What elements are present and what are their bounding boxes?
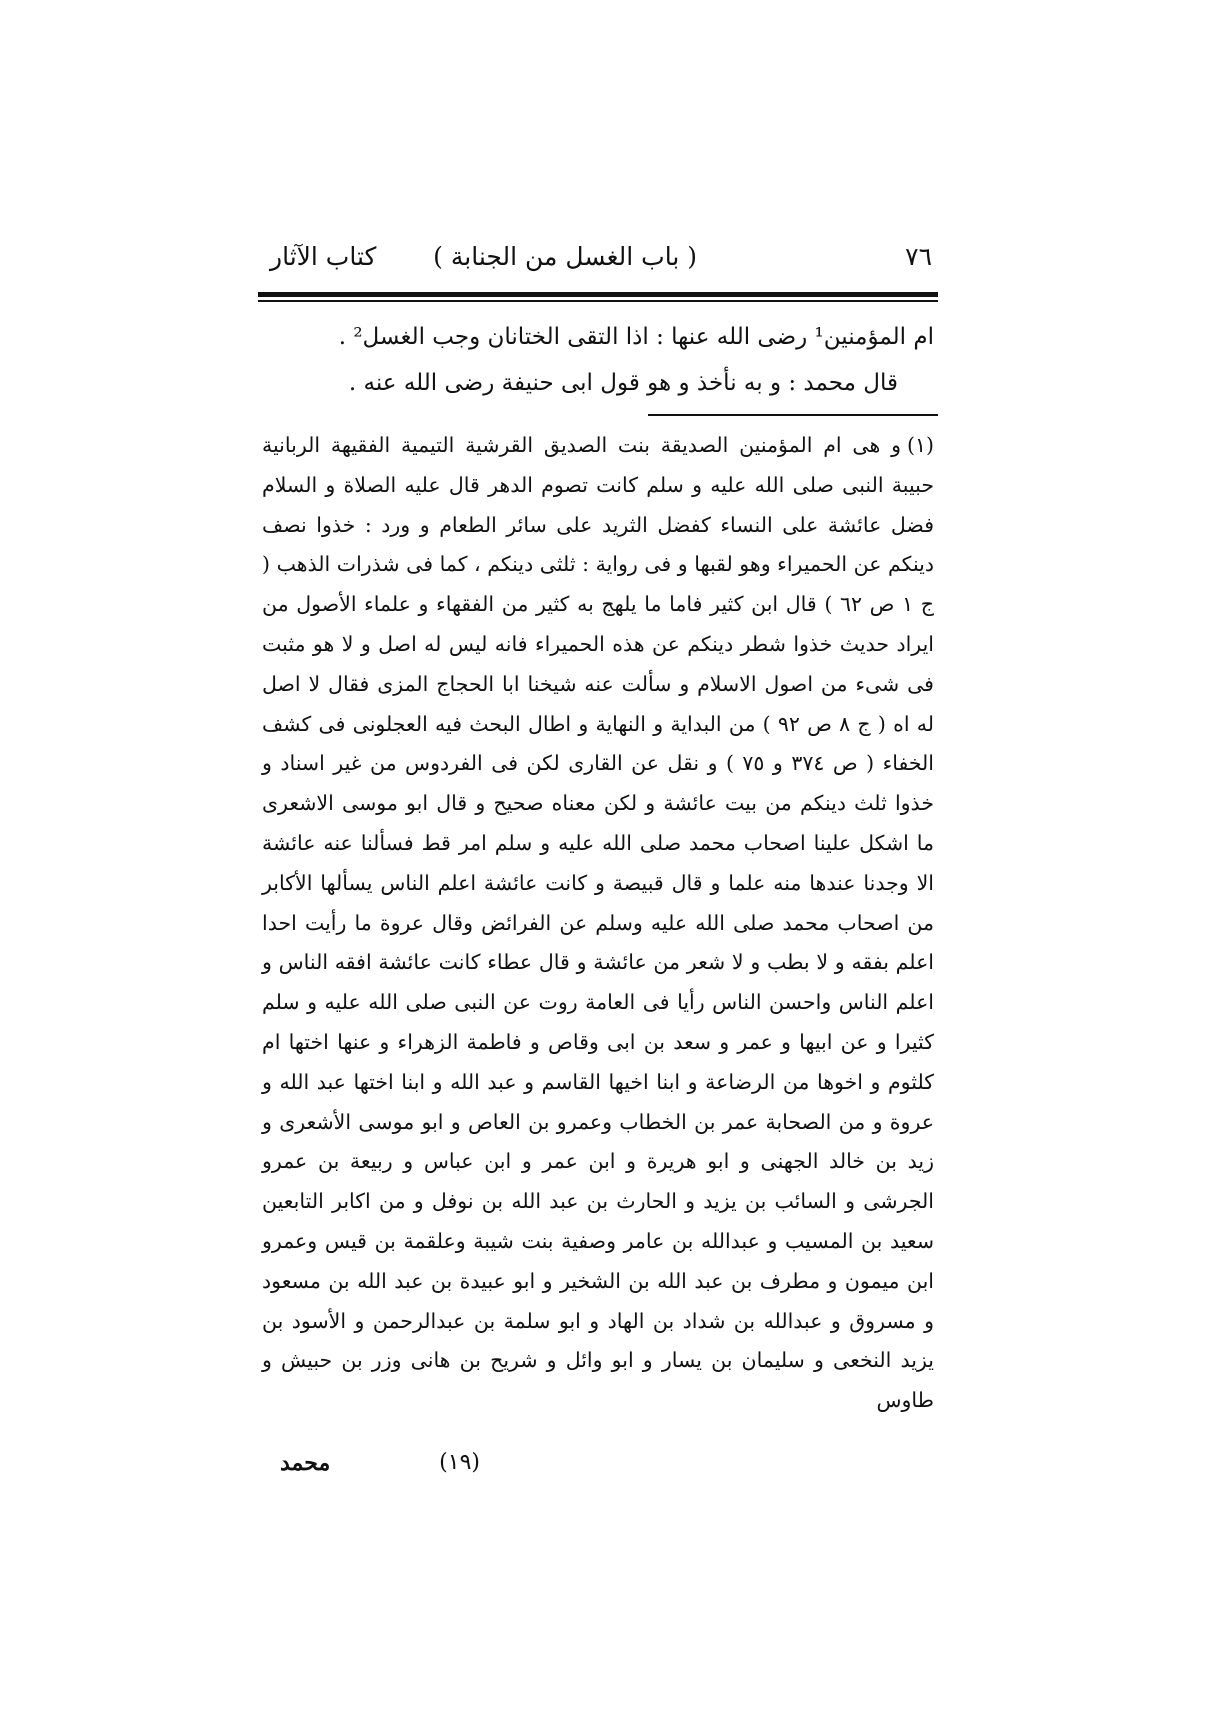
- signature-number: (١٩): [439, 1450, 480, 1475]
- footnote: [262, 426, 934, 1421]
- page-header: [270, 238, 932, 284]
- page-number: ٧٦: [905, 242, 932, 271]
- main-text-line: قال محمد : و به نأخذ و هو قول ابی حنیفة رضی الله عنه .: [348, 370, 898, 396]
- book-title: كتاب الآثار: [270, 242, 377, 271]
- header-rule-thin: [258, 300, 938, 302]
- header-rule-thick: [258, 292, 938, 297]
- signature-name: محمد: [280, 1450, 331, 1476]
- page-footer: [280, 1446, 480, 1486]
- chapter-title: ( باب الغسل من الجنابة ): [433, 242, 697, 271]
- footnote-paragraph: [262, 426, 934, 1421]
- footnote-text: و هی ام المؤمنین الصدیقة بنت الصدیق القرشیة التیمیة الفقیهة الربانیة حبیبة النبی صلى الله علیه و سلم کانت تصوم الدهر قال علیه الصلاة و السلام فضل عائشة على النساء کفضل الثرید على سائر الطعام و ورد : خذوا نصف دینکم عن الحمیراء وهو لقبها و فی روایة : ثلثی دینکم ، کما فی شذرات الذهب ( ج ١ ص ٦٢ ) قال ابن کثیر فاما ما یلهج به کثیر من الفقهاء و علماء الأصول من ایراد حدیث خذوا شطر دینکم عن هذه الحمیراء فانه لیس له اصل و لا هو مثبت فی شیء من اصول الاسلام و سألت عنه شیخنا ابا الحجاج المزی فقال لا اصل له اه ( ج ٨ ص ٩٢ ) من البدایة و النهایة و اطال البحث فیه العجلونی فی کشف الخفاء ( ص ٣٧٤ و ٧٥ ) و نقل عن القاری لکن فی الفردوس من غیر اسناد و خذوا ثلث دینکم من بیت عائشة و لکن معناه صحیح و قال ابو موسى الاشعری ما اشکل علینا اصحاب محمد صلى الله علیه و سلم امر قط فسألنا عنه عائشة الا وجدنا عندها منه علما و قال قبیصة و کانت عائشة اعلم الناس یسألها الأکابر من اصحاب محمد صلى الله علیه وسلم عن الفرائض وقال عروة ما رأیت احدا اعلم بفقه و لا بطب و لا شعر من عائشة و قال عطاء کانت عائشة افقه الناس و اعلم الناس واحسن الناس رأیا فی العامة روت عن النبی صلى الله علیه و سلم کثیرا و عن ابیها و عمر و سعد بن ابی وقاص و فاطمة الزهراء و عنها اختها ام کلثوم و اخوها من الرضاعة و ابنا اخیها القاسم و عبد الله و ابنا اختها عبد الله و عروة و من الصحابة عمر بن الخطاب وعمرو بن العاص و ابو موسى الأشعری و زید بن خالد الجهنی و ابو هریرة و ابن عمر و ابن عباس و ربیعة بن عمرو الجرشی و السائب بن یزید و الحارث بن عبد الله بن نوفل و من اکابر التابعین سعید بن المسیب و عبدالله بن عامر وصفیة بنت شیبة وعلقمة بن قیس وعمرو ابن میمون و مطرف بن عبد الله بن الشخیر و ابو عبیدة بن عبد الله بن مسعود و مسروق و عبدالله بن شداد بن الهاد و ابو سلمة بن عبدالرحمن و الأسود بن یزید النخعی و سلیمان بن یسار و ابو وائل و شریح بن هانی وزر بن حبیش و طاوس: [262, 433, 934, 1413]
- footnote-separator: [648, 414, 938, 416]
- main-text-line: ام المؤمنين¹ رضی الله عنها : اذا التقى الختانان وجب الغسل² .: [338, 324, 934, 350]
- footnote-marker: (١): [906, 433, 934, 457]
- main-text: [262, 314, 934, 406]
